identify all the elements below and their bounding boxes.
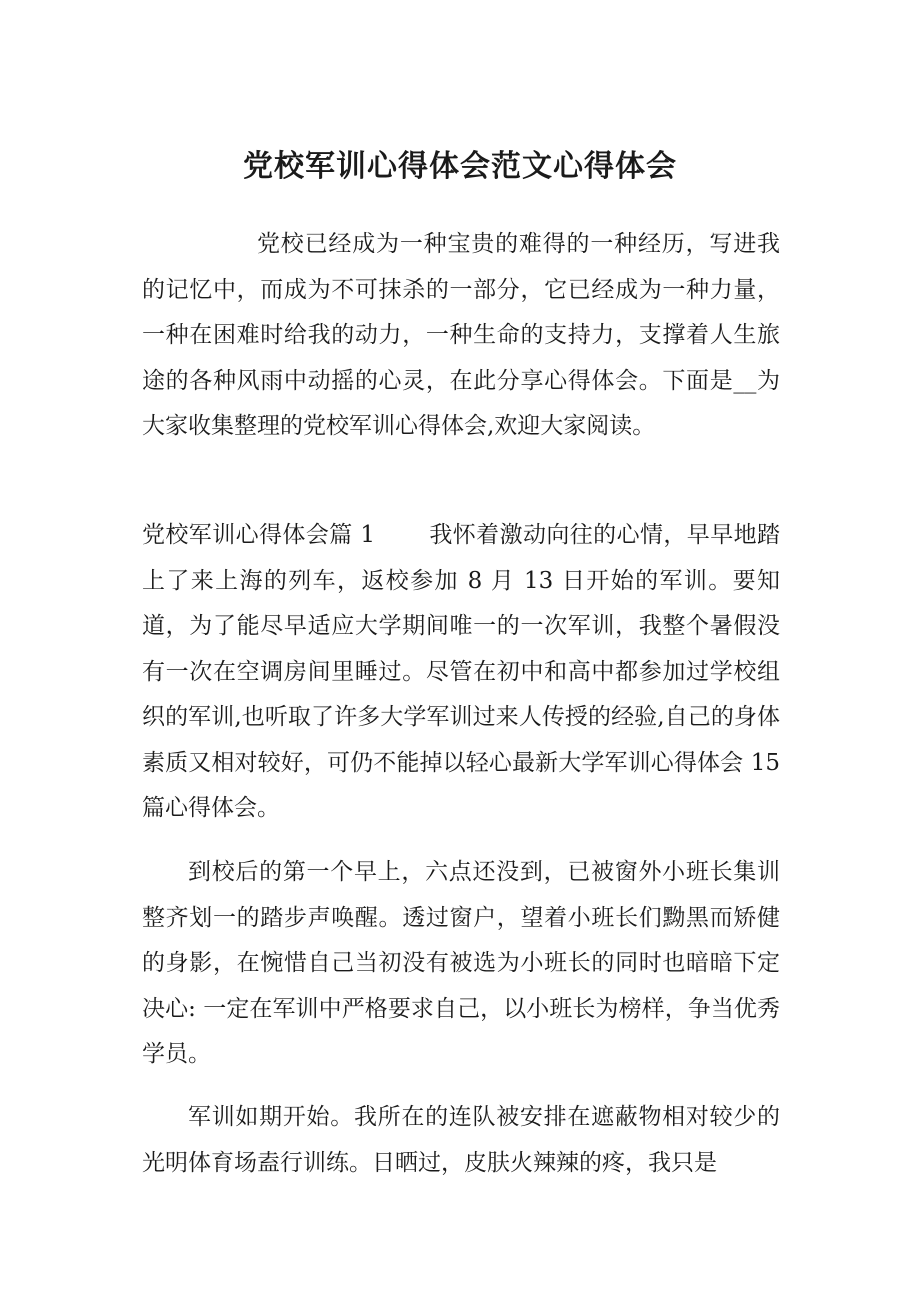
document-title: 党校军训心得体会范文心得体会 (243, 149, 677, 184)
paragraph-2: 到校后的第一个早上，六点还没到，已被窗外小班长集训整齐划一的踏步声唤醒。透过窗户，望着小班长们黝黑而矫健的身影，在惋惜自己当初没有被选为小班长的同时也暗暗下定决心: 一定在军训中严格要求自己，以小班长为榜样，争当优秀学员。 (142, 859, 780, 1067)
paragraph-1-text: 我怀着激动向往的心情，早早地踏上了来上海的列车，返校参加 8 月 13 日开始的军训。要知道，为了能尽早适应大学期间唯一的一次军训，我整个暑假没有一次在空调房间里睡过。尽管在初中和高中都参加过学校组织的军训,也听取了许多大学军训过来人传授的经验,自己的身体素质又相对较好，可仍不能掉以轻心最新大学军训心得体会 15 篇心得体会。 (142, 522, 780, 821)
paragraph-3: 军训如期开始。我所在的连队被安排在遮蔽物相对较少的光明体育场盍行训练。日晒过，皮肤火辣辣的疼，我只是 (142, 1104, 780, 1176)
section-heading: 党校军训心得体会篇 1 (142, 522, 375, 548)
section-paragraph-1 (142, 513, 780, 832)
intro-paragraph: 党校已经成为一种宝贵的难得的一种经历，写进我的记忆中，而成为不可抹杀的一部分，它已经成为一种力量，一种在困难时给我的动力，一种生命的支持力，支撑着人生旅途的各种风雨中动摇的心灵，在此分享心得体会。下面是__为大家收集整理的党校军训心得体会,欢迎大家阅读。 (142, 231, 780, 439)
